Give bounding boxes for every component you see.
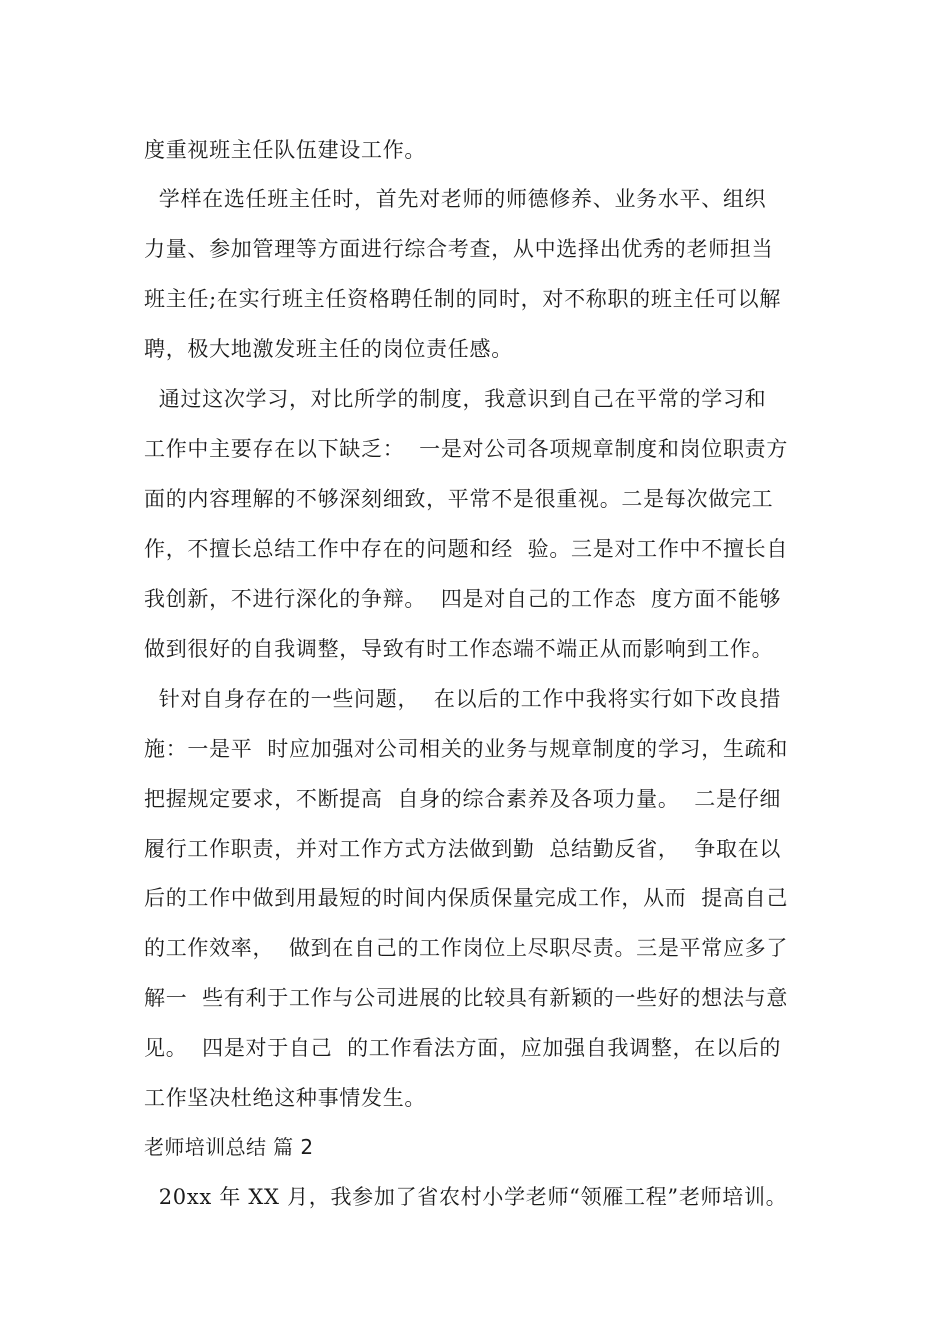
text-line: 工作中主要存在以下缺乏： 一是对公司各项规章制度和岗位职责方 xyxy=(144,437,789,461)
text-line: 的工作效率， 做到在自己的工作岗位上尽职尽责。三是平常应多了 xyxy=(144,936,789,960)
text-line: 作，不擅长总结工作中存在的问题和经 验。三是对工作中不擅长自 xyxy=(144,537,789,561)
text-line: 施：一是平 时应加强对公司相关的业务与规章制度的学习，生疏和 xyxy=(144,737,789,761)
text-line: 20xx 年 XX 月，我参加了省农村小学老师“领雁工程”老师培训。 xyxy=(144,1185,788,1209)
text-line: 做到很好的自我调整，导致有时工作态端不端正从而影响到工作。 xyxy=(144,637,774,661)
text-line: 工作坚决杜绝这种事情发生。 xyxy=(144,1086,427,1110)
text-line: 度重视班主任队伍建设工作。 xyxy=(144,138,427,162)
text-line: 力量、参加管理等方面进行综合考查，从中选择出优秀的老师担当 xyxy=(144,237,774,261)
section-heading: 老师培训总结 篇 2 xyxy=(144,1135,314,1159)
text-line: 把握规定要求，不断提高 自身的综合素养及各项力量。 二是仔细 xyxy=(144,787,782,811)
text-line: 履行工作职责，并对工作方式方法做到勤 总结勤反省， 争取在以 xyxy=(144,837,782,861)
text-line: 针对自身存在的一些问题， 在以后的工作中我将实行如下改良措 xyxy=(144,687,782,711)
text-line: 聘，极大地激发班主任的岗位责任感。 xyxy=(144,337,513,361)
text-line: 面的内容理解的不够深刻细致，平常不是很重视。二是每次做完工 xyxy=(144,487,774,511)
text-line: 后的工作中做到用最短的时间内保质保量完成工作，从而 提高自己 xyxy=(144,886,789,910)
text-line: 学样在选任班主任时，首先对老师的师德修养、业务水平、组织 xyxy=(144,187,767,211)
text-line: 通过这次学习，对比所学的制度，我意识到自己在平常的学习和 xyxy=(144,387,767,411)
text-line: 解一 些有利于工作与公司进展的比较具有新颖的一些好的想法与意 xyxy=(144,986,789,1010)
text-line: 我创新，不进行深化的争辩。 四是对自己的工作态 度方面不能够 xyxy=(144,587,782,611)
text-line: 见。 四是对于自己 的工作看法方面，应加强自我调整，在以后的 xyxy=(144,1036,782,1060)
text-line: 班主任;在实行班主任资格聘任制的同时，对不称职的班主任可以解 xyxy=(144,287,782,311)
